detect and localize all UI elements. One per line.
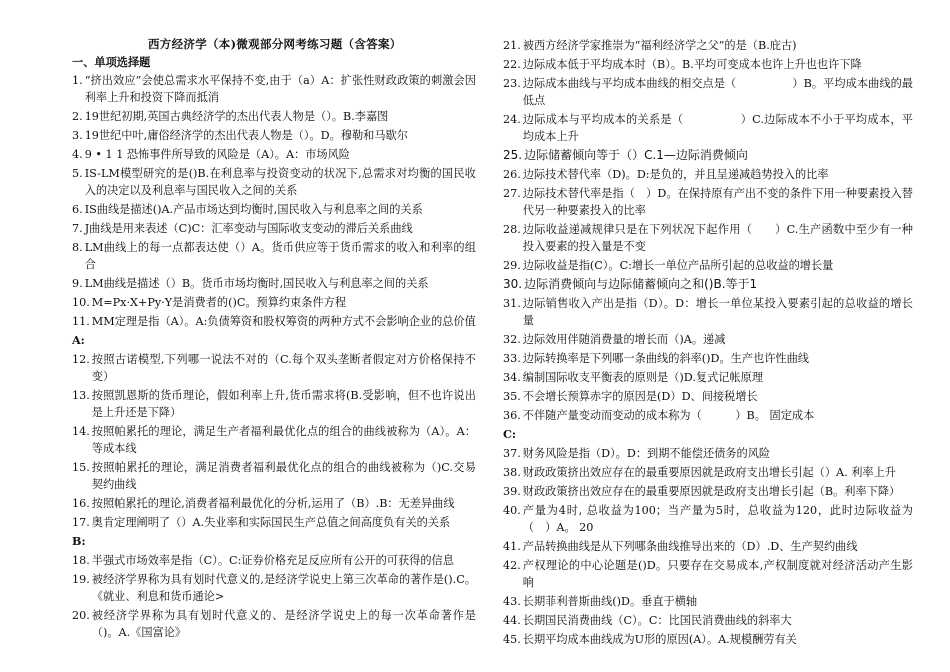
question-item [503, 147, 913, 164]
question-text: 边际销售收入产出是指（D）。D：增长一单位某投入要素引起的总收益的增长量 [522, 297, 913, 327]
question-text: 按照帕累托的理论，满足消费者福利最优化点的组合的曲线被称为（)C.交易契约曲线 [91, 461, 476, 491]
question-item [503, 502, 913, 536]
question-item [503, 593, 913, 610]
question-text: 边际成本与平均成本的关系是（ ）C.边际成本不小于平均成本，平均成本上升 [522, 113, 913, 143]
question-text: 9 • 1 1 恐怖事件所导致的风险是（A）。A：市场风险 [84, 148, 350, 161]
question-number: 21. [503, 39, 521, 52]
question-number: 14. [72, 425, 90, 438]
question-text: 半强式市场效率是指（C）。C:证券价格充足反应所有公开的可获得的信息 [91, 554, 454, 567]
question-item [503, 445, 913, 462]
question-item [503, 612, 913, 629]
question-number: 45. [503, 633, 521, 646]
question-item [503, 221, 913, 255]
question-number: 17. [72, 516, 90, 529]
question-item [503, 37, 913, 54]
question-text: 财政政策挤出效应存在的最重要原因就是政府支出增长引起（B。利率下降） [522, 485, 901, 498]
question-number: 11. [72, 315, 90, 328]
question-item [72, 294, 476, 311]
question-text: M=Px·X+Py·Y是消费者的()C。预算约束条件方程 [91, 296, 347, 309]
question-item [72, 607, 476, 641]
question-text: 边际效用伴随消费量的增长而（)A。递减 [522, 333, 726, 346]
question-number: 1. [72, 74, 83, 87]
question-text: 19世纪初期,英国古典经济学的杰出代表人物是（）。B.李嘉图 [84, 110, 389, 123]
question-item [72, 201, 476, 218]
question-item [72, 239, 476, 273]
question-number: 30. [503, 277, 523, 291]
question-item [503, 75, 913, 109]
question-number: 25. [503, 148, 523, 162]
question-item [503, 257, 913, 274]
question-item [503, 331, 913, 348]
question-number: 41. [503, 540, 521, 553]
question-text: 边际技术替代率（D)。D:是负的，并且呈递减趋势投入的比率 [522, 168, 829, 181]
question-text: 边际转换率是下列哪一条曲线的斜率()D。生产也许性曲线 [522, 352, 809, 365]
question-number: 42. [503, 559, 521, 572]
question-text: 边际收益递减规律只是在下列状况下起作用（ ）C.生产函数中至少有一种投入要素的投入量是不变 [522, 223, 913, 253]
question-number: 34. [503, 371, 521, 384]
question-number: 40. [503, 504, 521, 517]
question-item [72, 514, 476, 531]
question-text: MM定理是指（A）。A:负债筹资和股权筹资的两种方式不会影响企业的总价值 [91, 315, 476, 328]
question-text: 按照帕累托的理论，满足生产者福利最优化点的组合的曲线被称为（A）。A：等成本线 [91, 425, 476, 455]
question-number: 9. [72, 277, 83, 290]
question-text: 边际成本低于平均成本时（B）。B.平均可变成本也许上升也也许下降 [522, 58, 862, 71]
question-number: 23. [503, 77, 521, 90]
question-text: 边际储蓄倾向等于（）C.1—边际消费倾向 [524, 148, 748, 162]
question-number: 4. [72, 148, 83, 161]
question-text: IS曲线是描述()A.产品市场达到均衡时,国民收入与利息率之间的关系 [84, 203, 423, 216]
question-number: 33. [503, 352, 521, 365]
question-item [72, 146, 476, 163]
question-item [72, 108, 476, 125]
question-number: 3. [72, 129, 83, 142]
question-text: 长期国民消费曲线（C）。C：比国民消费曲线的斜率大 [522, 614, 792, 627]
question-item [72, 127, 476, 144]
question-item [72, 275, 476, 292]
question-number: 39. [503, 485, 521, 498]
question-text: 边际成本曲线与平均成本曲线的相交点是（ ）B。平均成本曲线的最低点 [522, 77, 913, 107]
question-item [503, 111, 913, 145]
question-text: 编制国际收支平衡表的原则是（)D.复式记帐原理 [522, 371, 764, 384]
question-item [503, 350, 913, 367]
question-text: 不伴随产量变动而变动的成本称为（ ）B。 固定成本 [522, 409, 815, 422]
question-text: 边际消费倾向与边际储蓄倾向之和()B.等于1 [524, 277, 758, 291]
question-item [503, 483, 913, 500]
group-label-a: A: [72, 333, 85, 347]
question-text: 财务风险是指（D）。D：到期不能偿还债务的风险 [522, 447, 771, 460]
question-number: 18. [72, 554, 90, 567]
question-number: 27. [503, 187, 521, 200]
question-item [503, 388, 913, 405]
question-number: 36. [503, 409, 521, 422]
question-number: 22. [503, 58, 521, 71]
question-text: 长期平均成本曲线成为U形的原因(A）。A.规模酬劳有关 [522, 633, 797, 646]
left-column [72, 34, 476, 643]
question-number: 10. [72, 296, 90, 309]
question-item [503, 464, 913, 481]
question-item [72, 459, 476, 493]
question-item [72, 423, 476, 457]
question-number: 13. [72, 389, 90, 402]
question-text: 被经济学界称为具有划时代意义的,是经济学说史上第三次革命的著作是().C。《就业、利息和货币通论> [91, 573, 476, 603]
question-number: 37. [503, 447, 521, 460]
question-text: 按照帕累托的理论,消费者福利最优化的分析,运用了（B）.B：无差异曲线 [91, 497, 455, 510]
question-item [72, 552, 476, 569]
question-text: 边际技术替代率是指（ ）D。在保持原有产出不变的条件下用一种要素投入替代另一种要素投入的比率 [522, 187, 913, 217]
question-text: 产权理论的中心论题是()D。只要存在交易成本,产权制度就对经济活动产生影响 [522, 559, 913, 589]
question-text: 按照古诺模型,下列哪一说法不对的（C.每个双头垄断者假定对方价格保持不变） [91, 353, 476, 383]
question-number: 28. [503, 223, 521, 236]
question-text: LM曲线上的每一点都表达使（）A。货币供应等于货币需求的收入和利率的组合 [84, 241, 476, 271]
group-label-b: B: [72, 534, 86, 548]
question-text: LM曲线是描述（）B。货币市场均衡时,国民收入与利息率之间的关系 [84, 277, 429, 290]
question-number: 7. [72, 222, 83, 235]
question-number: 29. [503, 259, 521, 272]
question-item [503, 557, 913, 591]
question-number: 16. [72, 497, 90, 510]
question-number: 5. [72, 167, 83, 180]
question-text: 不会增长预算赤字的原因是(D）D、间接税增长 [522, 390, 758, 403]
question-text: “挤出效应”会使总需求水平保持不变,由于（a）A：扩张性财政政策的刺激会因利率上升和投资下降而抵消 [84, 74, 476, 104]
question-number: 8. [72, 241, 83, 254]
question-number: 38. [503, 466, 521, 479]
question-number: 35. [503, 390, 521, 403]
question-number: 6. [72, 203, 83, 216]
right-column [503, 37, 913, 650]
question-text: 按照凯恩斯的货币理论，假如利率上升,货币需求将(B.受影响，但不也许说出是上升还是下降） [91, 389, 476, 419]
question-number: 15. [72, 461, 90, 474]
question-item [503, 407, 913, 424]
question-item [503, 166, 913, 183]
question-item [72, 313, 476, 330]
section-heading: 一、单项选择题 [72, 55, 151, 69]
question-number: 20. [72, 609, 90, 622]
question-item [503, 538, 913, 555]
question-item [503, 631, 913, 648]
question-item [503, 295, 913, 329]
question-text: 边际收益是指(C）。C:增长一单位产品所引起的总收益的增长量 [522, 259, 834, 272]
question-text: 被西方经济学家推崇为“福利经济学之父”的是（B.庇古) [522, 39, 797, 52]
question-item [503, 369, 913, 386]
question-number: 12. [72, 353, 90, 366]
question-item [503, 185, 913, 219]
question-number: 24. [503, 113, 521, 126]
question-number: 26. [503, 168, 521, 181]
question-item [72, 220, 476, 237]
question-item [72, 387, 476, 421]
question-item [503, 56, 913, 73]
group-label-c: C: [503, 427, 517, 441]
question-text: 产量为4时, 总收益为100；当产量为5时，总收益为120，此时边际收益为（ ）A。 20 [522, 504, 913, 534]
question-text: 奥肯定理阐明了（）A.失业率和实际国民生产总值之间高度负有关的关系 [91, 516, 451, 529]
question-text: 财政政策挤出效应存在的最重要原因就是政府支出增长引起（）A. 利率上升 [522, 466, 896, 479]
question-item [72, 571, 476, 605]
question-number: 32. [503, 333, 521, 346]
question-text: 长期菲利普斯曲线()D。垂直于横轴 [522, 595, 698, 608]
document-title: 西方经济学（本)微观部分网考练习题（含答案） [148, 37, 402, 51]
question-text: 19世纪中叶,庸俗经济学的杰出代表人物是（）。D。穆勒和马歇尔 [84, 129, 408, 142]
question-text: J曲线是用来表述（C)C：汇率变动与国际收支变动的滞后关系曲线 [84, 222, 413, 235]
question-item [72, 165, 476, 199]
question-number: 31. [503, 297, 521, 310]
question-text: IS-LM模型研究的是()B.在利息率与投资变动的状况下,总需求对均衡的国民收入的决定以及利息率与国民收入之间的关系 [84, 167, 476, 197]
question-item [72, 351, 476, 385]
question-text: 产品转换曲线是从下列哪条曲线推导出来的（D）.D、生产契约曲线 [522, 540, 858, 553]
question-number: 2. [72, 110, 83, 123]
question-item [72, 495, 476, 512]
question-number: 19. [72, 573, 90, 586]
question-number: 44. [503, 614, 521, 627]
question-text: 被经济学界称为具有划时代意义的、是经济学说史上的每一次革命著作是（)。A.《国富论》 [91, 609, 476, 639]
question-item [503, 276, 913, 293]
question-number: 43. [503, 595, 521, 608]
question-item [72, 72, 476, 106]
